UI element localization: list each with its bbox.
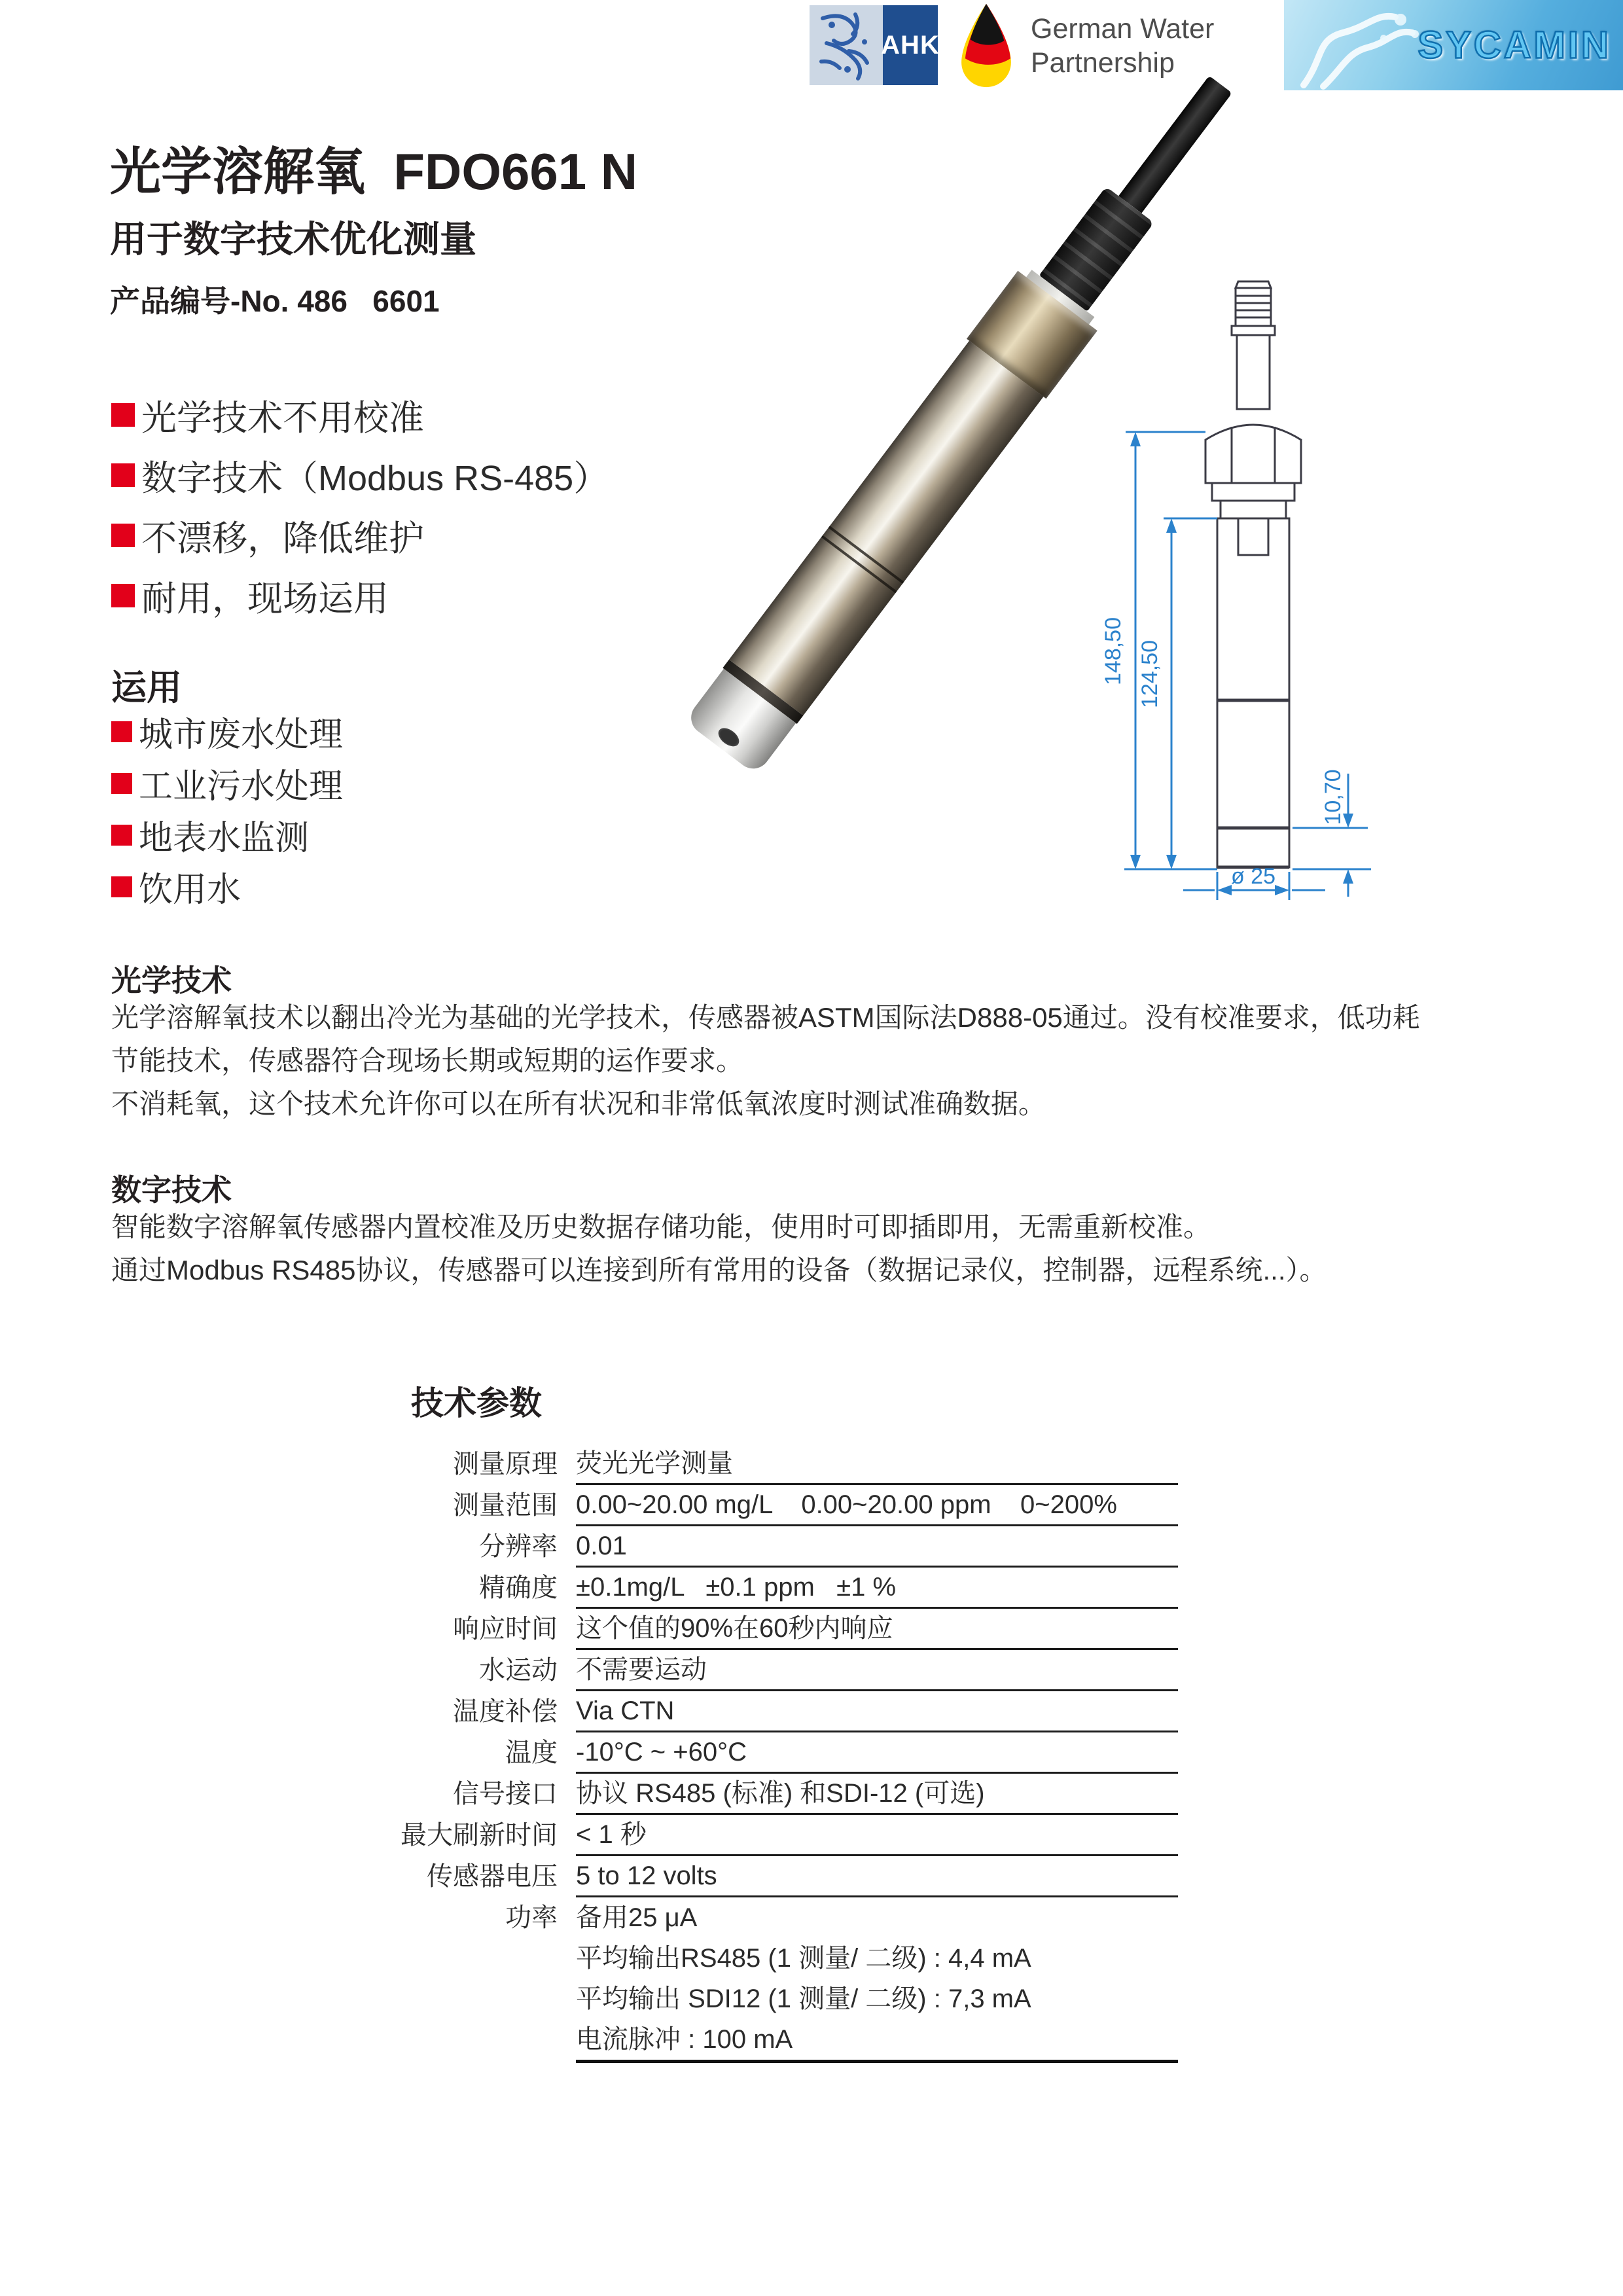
- sensor-groove: [829, 526, 904, 584]
- gwp-text-line1: German Water: [1031, 13, 1215, 45]
- page-subtitle: 用于数字技术优化测量: [110, 219, 476, 260]
- applications-list: [111, 706, 343, 912]
- list-item: [111, 445, 609, 505]
- list-item: [111, 565, 609, 626]
- ahk-dragon-icon: [810, 5, 883, 85]
- bullet-square-icon: [111, 524, 135, 547]
- table-row-power: [366, 1897, 1178, 2063]
- optical-body-line: 节能技术，传感器符合现场长期或短期的运作要求。: [111, 1045, 744, 1076]
- table-row: [366, 1774, 1178, 1815]
- power-line: 电流脉冲 : 100 mA: [576, 2019, 1178, 2063]
- spec-value: 协议 RS485 (标准) 和SDI-12 (可选): [576, 1774, 1178, 1815]
- table-row: [366, 1691, 1178, 1732]
- optical-section-body: [111, 996, 1544, 1126]
- feature-text: 光学技术不用校准: [141, 398, 424, 438]
- feature-list: [111, 385, 609, 626]
- list-item: [111, 757, 343, 809]
- sensor-steel-body: [729, 341, 1044, 716]
- application-text: 城市废水处理: [139, 716, 344, 754]
- spec-label: 分辨率: [479, 1532, 558, 1561]
- table-row: [366, 1815, 1178, 1856]
- application-text: 地表水监测: [139, 819, 310, 857]
- spec-label: 温度补偿: [453, 1697, 558, 1726]
- dim-diameter-label: ø 25: [1230, 864, 1276, 889]
- spec-label: 温度: [505, 1738, 558, 1767]
- ahk-logo-text: AHK: [881, 30, 940, 60]
- spec-value: 不需要运动: [576, 1650, 1178, 1691]
- sensor-optical-window: [715, 725, 742, 750]
- spec-value: 0.01: [576, 1526, 1178, 1568]
- digital-section-heading: 数字技术: [111, 1173, 232, 1207]
- feature-text: 数字技术（Modbus RS-485）: [141, 458, 609, 498]
- table-row: [366, 1526, 1178, 1568]
- sycamin-logo: [1284, 0, 1623, 90]
- dimension-drawing: [1086, 275, 1394, 903]
- spec-value: Via CTN: [576, 1691, 1178, 1732]
- optical-section-heading: 光学技术: [111, 963, 232, 997]
- spec-label: 功率: [505, 1903, 558, 1932]
- product-number: 产品编号-No. 486 6601: [110, 284, 440, 318]
- spec-value: 5 to 12 volts: [576, 1856, 1178, 1897]
- specs-heading: 技术参数: [411, 1385, 542, 1422]
- gwp-text-line2: Partnership: [1031, 47, 1175, 79]
- spec-label: 精确度: [479, 1573, 558, 1602]
- optical-body-line: 光学溶解氧技术以翻出冷光为基础的光学技术，传感器被ASTM国际法D888-05通过。没有校准要求，低功耗: [111, 1002, 1420, 1033]
- sensor-cable: [1118, 76, 1232, 213]
- power-line: 平均输出RS485 (1 测量/ 二级) : 4,4 mA: [576, 1944, 1031, 1973]
- list-item: [111, 385, 609, 445]
- power-line: 备用25 μA: [576, 1903, 698, 1932]
- table-row: [366, 1568, 1178, 1609]
- table-row: [366, 1650, 1178, 1691]
- ahk-text-panel: [883, 5, 938, 85]
- page-title: 光学溶解氧 FDO661 N: [110, 143, 638, 200]
- sensor-groove: [821, 535, 897, 594]
- spec-label: 测量原理: [453, 1450, 558, 1479]
- spec-label: 信号接口: [453, 1780, 558, 1808]
- spec-value: 荧光光学测量: [576, 1444, 1178, 1485]
- spec-label: 传感器电压: [427, 1862, 558, 1891]
- bullet-square-icon: [111, 773, 132, 794]
- table-row: [366, 1609, 1178, 1650]
- bullet-square-icon: [111, 403, 135, 427]
- bullet-square-icon: [111, 825, 132, 846]
- applications-heading: 运用: [111, 668, 182, 708]
- feature-text: 耐用，现场运用: [141, 579, 389, 619]
- bullet-square-icon: [111, 463, 135, 487]
- power-line: 平均输出 SDI12 (1 测量/ 二级) : 7,3 mA: [576, 1984, 1031, 2013]
- list-item: [111, 505, 609, 565]
- list-item: [111, 706, 343, 757]
- spec-label: 测量范围: [453, 1491, 558, 1520]
- table-row: [366, 1856, 1178, 1897]
- sycamin-logo-text: SYCAMIN: [1418, 24, 1611, 67]
- application-text: 饮用水: [139, 871, 241, 909]
- bullet-square-icon: [111, 584, 135, 607]
- table-row: [366, 1732, 1178, 1774]
- spec-label: 最大刷新时间: [401, 1821, 558, 1850]
- spec-value: 0.00~20.00 mg/L 0.00~20.00 ppm 0~200%: [576, 1485, 1178, 1526]
- spec-value: < 1 秒: [576, 1815, 1178, 1856]
- digital-body-line: 智能数字溶解氧传感器内置校准及历史数据存储功能，使用时可即插即用，无需重新校准。: [111, 1211, 1211, 1242]
- dim-overall-label: 148,50: [1101, 617, 1126, 685]
- digital-section-body: [111, 1206, 1544, 1292]
- bullet-square-icon: [111, 721, 132, 742]
- spec-value: 这个值的90%在60秒内响应: [576, 1609, 1178, 1650]
- ahk-logo: [810, 5, 938, 85]
- list-item: [111, 861, 343, 912]
- spec-value: -10°C ~ +60°C: [576, 1732, 1178, 1774]
- dim-tip-label: 10,70: [1321, 769, 1346, 825]
- gwp-drop-icon: [952, 1, 1020, 90]
- optical-body-line: 不消耗氧，这个技术允许你可以在所有状况和非常低氧浓度时测试准确数据。: [111, 1088, 1046, 1119]
- digital-body-line: 通过Modbus RS485协议，传感器可以连接到所有常用的设备（数据记录仪，控制器，远程系统...）。: [111, 1255, 1327, 1285]
- spec-label: 水运动: [479, 1656, 558, 1685]
- dim-body-label: 124,50: [1137, 640, 1162, 708]
- spec-value: ±0.1mg/L ±0.1 ppm ±1 %: [576, 1568, 1178, 1609]
- specs-table: [366, 1444, 1178, 2063]
- bullet-square-icon: [111, 876, 132, 897]
- list-item: [111, 809, 343, 861]
- application-text: 工业污水处理: [139, 768, 344, 806]
- spec-label: 响应时间: [453, 1615, 558, 1643]
- feature-text: 不漂移，降低维护: [141, 518, 424, 558]
- table-row: [366, 1444, 1178, 1485]
- spec-value-power: [576, 1897, 1178, 2063]
- table-row: [366, 1485, 1178, 1526]
